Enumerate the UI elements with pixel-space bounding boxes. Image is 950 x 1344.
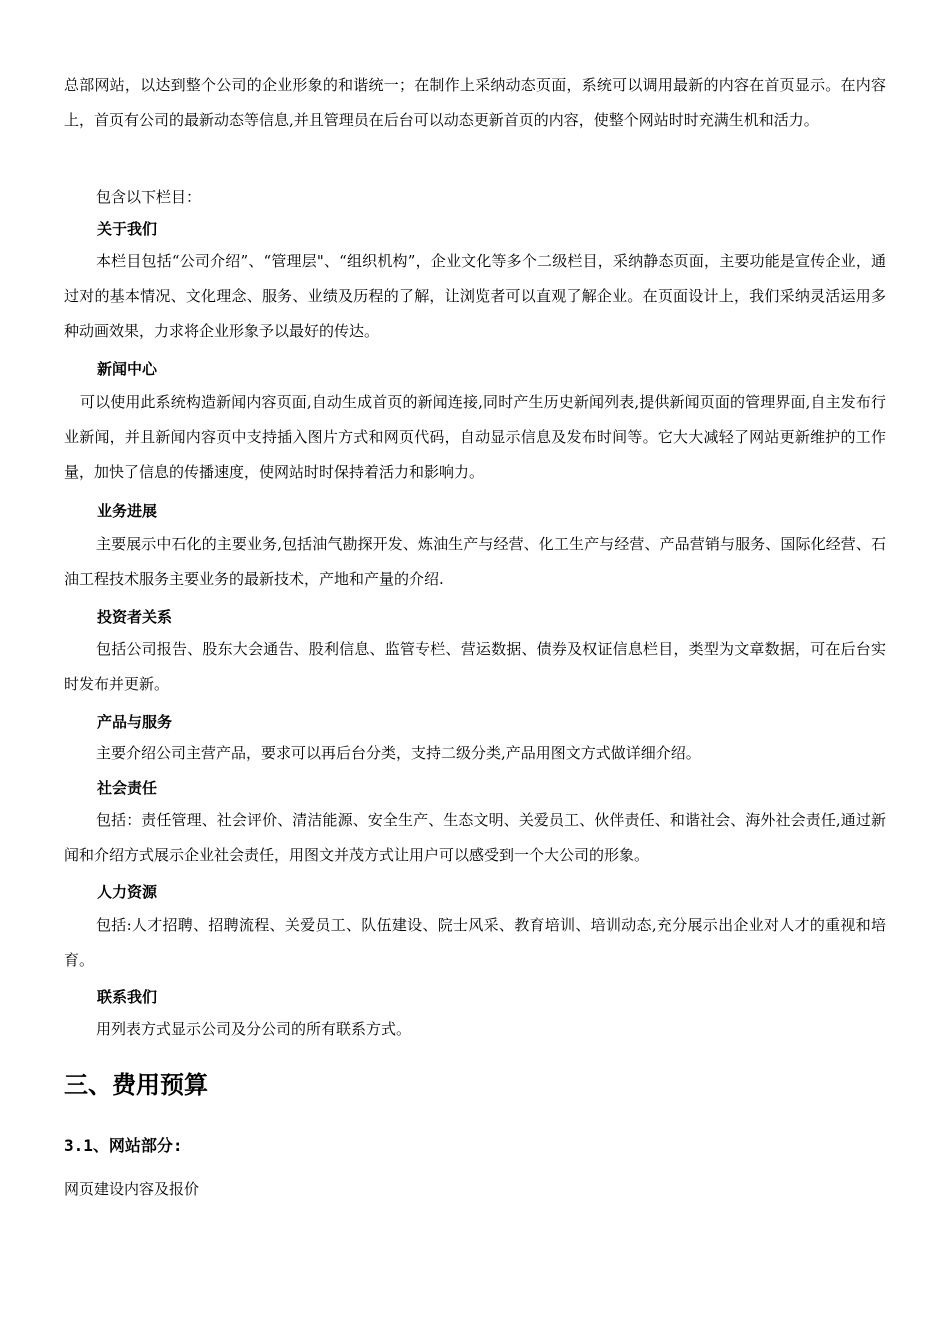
section-body-news: 可以使用此系统构造新闻内容页面,自动生成首页的新闻连接,同时产生历史新闻列表,提供新闻页面的管理界面,自主发布行业新闻，并且新闻内容页中支持插入图片方式和网页代码，自动显示信息及发布时间等。它大大减轻了网站更新维护的工作量，加快了信息的传播速度，使网站时时保持着活力和影响力。 [64, 393, 886, 481]
section-title-news: 新闻中心 [97, 360, 158, 378]
section-body-social: 包括：责任管理、社会评价、清洁能源、安全生产、生态文明、关爱员工、伙伴责任、和谐社会、海外社会责任,通过新闻和介绍方式展示企业社会责任，用图文并茂方式让用户可以感受到一个大公司的形象。 [64, 811, 886, 864]
section-body-hr: 包括:人才招聘、招聘流程、关爱员工、队伍建设、院士风采、教育培训、培训动态,充分展示出企业对人才的重视和培育。 [64, 916, 886, 969]
subheading: 3.1、网站部分: [64, 1136, 183, 1155]
section-title-contact: 联系我们 [97, 988, 158, 1006]
section-body-investor: 包括公司报告、股东大会通告、股利信息、监管专栏、营运数据、债券及权证信息栏目，类型为文章数据，可在后台实时发布并更新。 [64, 640, 886, 693]
columns-intro: 包含以下栏目： [96, 188, 202, 206]
section-title-investor: 投资者关系 [97, 608, 173, 626]
section-body-business: 主要展示中石化的主要业务,包括油气勘探开发、炼油生产与经营、化工生产与经营、产品营销与服务、国际化经营、石油工程技术服务主要业务的最新技术，产地和产量的介绍. [64, 535, 886, 588]
section-title-social: 社会责任 [97, 779, 158, 797]
intro-paragraph: 总部网站，以达到整个公司的企业形象的和谐统一；在制作上采纳动态页面，系统可以调用最新的内容在首页显示。在内容上，首页有公司的最新动态等信息,并且管理员在后台可以动态更新首页的内容，使整个网站时时充满生机和活力。 [64, 76, 886, 129]
section-title-about: 关于我们 [97, 220, 158, 238]
subheading-caption: 网页建设内容及报价 [64, 1180, 200, 1198]
chapter-heading: 三、费用预算 [64, 1071, 208, 1099]
section-body-about: 本栏目包括“公司介绍”、“管理层"、“组织机构”，企业文化等多个二级栏目，采纳静态页面，主要功能是宣传企业，通过对的基本情况、文化理念、服务、业绩及历程的了解，让浏览者可以直观了解企业。在页面设计上，我们采纳灵活运用多种动画效果，力求将企业形象予以最好的传达。 [64, 252, 886, 340]
section-body-contact: 用列表方式显示公司及分公司的所有联系方式。 [96, 1020, 412, 1038]
section-title-products: 产品与服务 [97, 713, 173, 731]
section-body-products: 主要介绍公司主营产品，要求可以再后台分类，支持二级分类,产品用图文方式做详细介绍。 [96, 744, 701, 762]
section-title-business: 业务进展 [97, 502, 158, 520]
section-title-hr: 人力资源 [97, 883, 158, 901]
